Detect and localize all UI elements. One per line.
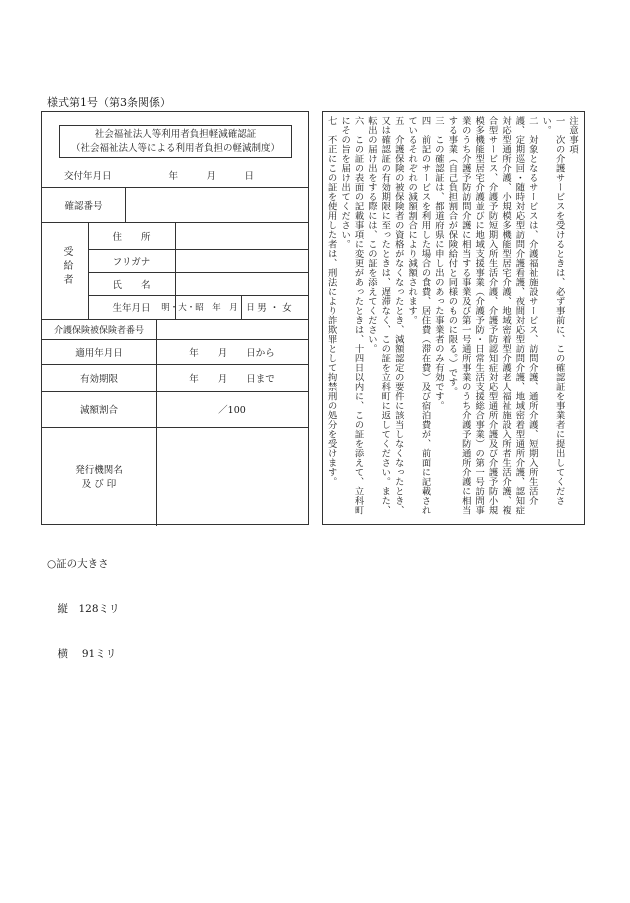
card-title-line2: （社会福祉法人等による利用者負担の軽減制度） bbox=[70, 143, 280, 154]
seinengappi-value: 明・大・昭 年 月 日 bbox=[161, 303, 255, 313]
card-title-line1: 社会福祉法人等利用者負担軽減確認証 bbox=[94, 129, 257, 140]
note-item-3: 三 この確認証は、都道府県に申し出のあった事業者のみ有効です。 bbox=[432, 116, 444, 411]
size-note-tate: 縦 128ミリ bbox=[47, 603, 120, 615]
notes-heading: 注意事項 bbox=[567, 116, 578, 154]
size-note-yoko: 横 91ミリ bbox=[47, 648, 117, 660]
jusho-label: 住 所 bbox=[112, 231, 151, 243]
note-item-1: 一 次の介護サービスを受けるときは、必ず事前に、この確認証を事業者に提出してください。 bbox=[540, 116, 565, 506]
note-item-4: 四 前記のサービスを利用した場合の食費、居住費（滞在費）及び宿泊費が、前面に記載されているそれぞれの減額割合により減額されます。 bbox=[406, 116, 431, 515]
tekiyo-value: 年 月 日から bbox=[189, 347, 275, 359]
card-table bbox=[41, 187, 309, 525]
hakko-seal-area bbox=[156, 427, 308, 525]
card-title bbox=[59, 125, 292, 158]
yuko-value: 年 月 日まで bbox=[189, 373, 275, 385]
note-item-5: 五 介護保険の被保険者の資格がなくなったとき、減額認定の要件に該当しなくなったとき、又は確認証の有効期限に至ったときは、遅滞なく、この証を立科町に返してください。また、転出の届け出をする際には、この証を添えてください。 bbox=[365, 116, 404, 515]
note-item-2: 二 対象となるサービスは、介護福祉施設サービス、訪問介護、通所介護、短期入所生活介護、定期巡回・随時対応型訪問介護看護、夜間対応型訪問介護、地域密着型通所介護、認知症対応型通所介護、小規模多機能型居宅介護、地域密着型介護老人福祉施設入所者生活介護、複合型サービス、介護予防短期入所生活介護、介護予防認知症対応型通所介護及び介護予防小規模多機能型居宅介護並びに地域支援事業（介護予防・日常生活支援総合事業）の第一号訪問事業のうち介護予防訪問介護に相当する事業及び第一号通所事業のうち介護予防通所介護に相当する事業（自己負担割合が保険給付と同様のものに限る。）です。 bbox=[446, 116, 538, 515]
hakko-label bbox=[42, 427, 156, 525]
hakko-label-line2: 及 び 印 bbox=[81, 479, 117, 490]
note-item-7: 七 不正にこの証を使用した者は、刑法により詐欺罪として拘禁刑の処分を受けます。 bbox=[325, 116, 337, 487]
form-number-label: 様式第1号（第3条関係） bbox=[47, 96, 171, 109]
hokensha-bango-label: 介護保険被保険者番号 bbox=[53, 325, 144, 336]
keigen-label: 減額割合 bbox=[79, 405, 118, 416]
tekiyo-label: 適用年月日 bbox=[75, 347, 123, 359]
issue-date: 交付年月日 年 月 日 bbox=[64, 171, 255, 182]
note-item-6: 六 この証の表面の記載事項に変更があったときは、十四日以内に、この証を添えて、立科町にその旨を届け出てください。 bbox=[339, 116, 364, 515]
hakko-label-line1: 発行機関名 bbox=[75, 465, 123, 476]
shimei-label: 氏 名 bbox=[112, 279, 151, 291]
card-size-note bbox=[47, 527, 120, 677]
notes-panel bbox=[322, 111, 585, 525]
seinengappi-label: 生年月日 bbox=[112, 303, 151, 314]
confirmation-card bbox=[41, 111, 309, 525]
size-note-heading: ○証の大きさ bbox=[47, 558, 109, 570]
yuko-label: 有効期限 bbox=[79, 373, 118, 385]
keigen-value: ／100 bbox=[218, 405, 246, 416]
sex-value: 男 ・ 女 bbox=[257, 303, 292, 314]
furigana-label: フリガナ bbox=[112, 256, 151, 268]
jukyusha-label: 受給者 bbox=[61, 246, 72, 288]
notes-text bbox=[324, 116, 579, 518]
kakunin-bango-label: 確認番号 bbox=[64, 201, 103, 212]
